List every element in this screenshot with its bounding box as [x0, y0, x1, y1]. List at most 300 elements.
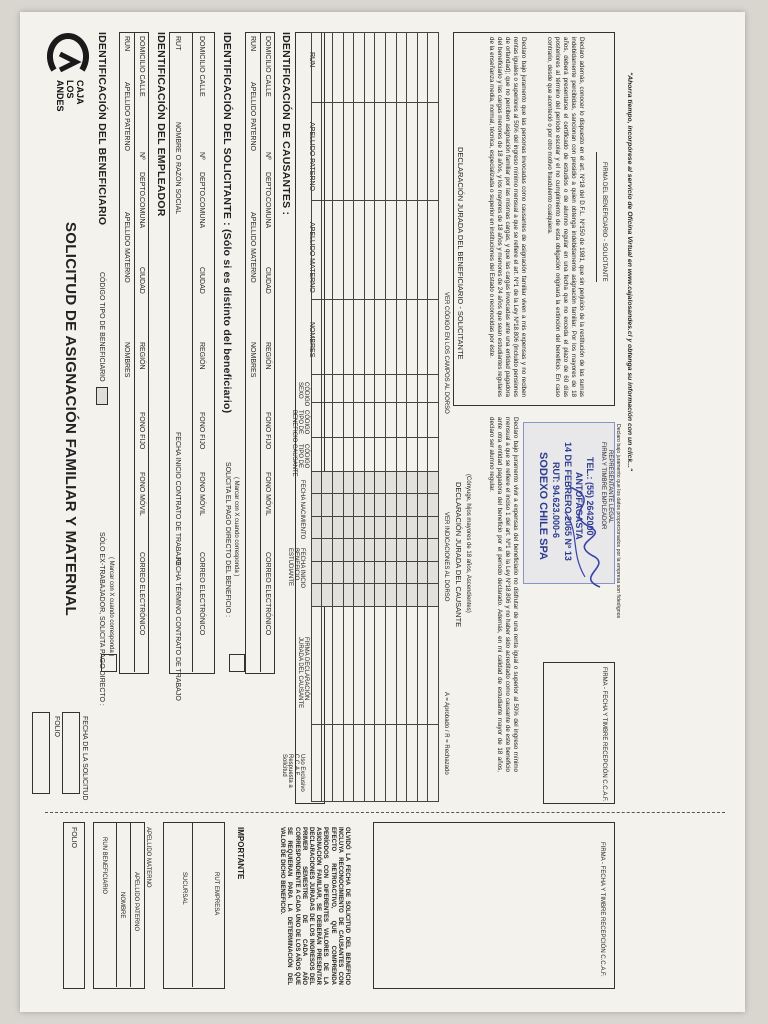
causante-cell[interactable]: [375, 584, 386, 607]
causante-cell[interactable]: [396, 102, 407, 201]
causante-cell[interactable]: [364, 539, 375, 562]
causante-cell[interactable]: [428, 102, 439, 201]
sol-apellido-paterno: APELLIDO PATERNO: [249, 82, 256, 151]
ben-domicilio: DOMICILIO CALLE: [138, 36, 145, 97]
stamp-sig1: FIRMA Y TIMBRE EMPLEADOR: [600, 442, 606, 530]
sol-numero: Nº: [264, 152, 271, 160]
ben-fono-movil: FONO MÓVIL: [138, 472, 145, 516]
causante-cell[interactable]: [311, 516, 322, 539]
causante-cell[interactable]: [354, 606, 365, 725]
causante-cell[interactable]: [333, 374, 344, 402]
causante-cell[interactable]: [375, 516, 386, 539]
causante-cell[interactable]: [322, 33, 333, 103]
causante-cell[interactable]: [396, 201, 407, 300]
sol-correo: CORREO ELECTRÓNICO: [264, 552, 271, 636]
causante-cell[interactable]: [375, 471, 386, 494]
causante-cell[interactable]: [417, 725, 428, 802]
stamp-line5: TEL.: (55) 2642000: [585, 457, 595, 536]
causante-cell[interactable]: [407, 374, 418, 402]
caja-los-andes-logo-icon: [46, 32, 90, 78]
causante-cell[interactable]: [364, 300, 375, 374]
causante-cell[interactable]: [322, 584, 333, 607]
causante-cell[interactable]: [333, 33, 344, 103]
causante-cell[interactable]: [386, 561, 397, 584]
causante-cell[interactable]: [364, 584, 375, 607]
emp-comuna: COMUNA: [198, 197, 205, 229]
ben-apellido-materno: APELLIDO MATERNO: [123, 212, 130, 283]
causante-cell[interactable]: [354, 539, 365, 562]
causante-cell[interactable]: [343, 725, 354, 802]
emp-domicilio: DOMICILIO CALLE: [198, 36, 205, 97]
sol-nombres: NOMBRES: [249, 342, 256, 378]
causante-cell[interactable]: [354, 403, 365, 437]
causante-cell[interactable]: [428, 33, 439, 103]
causante-cell[interactable]: [364, 33, 375, 103]
causante-cell[interactable]: [354, 725, 365, 802]
cau-nombres-col: NOMBRES: [308, 322, 315, 358]
causante-cell[interactable]: [417, 494, 428, 517]
causante-cell[interactable]: [311, 33, 322, 103]
talon-recepcion-box: [373, 822, 615, 989]
sol-apellido-materno: APELLIDO MATERNO: [249, 212, 256, 283]
causante-cell[interactable]: [386, 33, 397, 103]
causante-cell[interactable]: [428, 471, 439, 494]
causante-row[interactable]: [375, 33, 386, 802]
causante-cell[interactable]: [333, 471, 344, 494]
causante-cell[interactable]: [407, 102, 418, 201]
causante-cell[interactable]: [354, 300, 365, 374]
causante-cell[interactable]: [375, 725, 386, 802]
causante-row[interactable]: [396, 33, 407, 802]
causante-cell[interactable]: [354, 516, 365, 539]
declaracion-beneficiario-p2: Declaro además, conocer lo dispuesto en el art. Nº18 del D.F.L. Nº150 de 1981, que sin perjuicio de la restitución de las sumas indebidamente percibidas, sancionan con presidio a quien obtenga indebidamente asignación familiar. Por los mayores de 18 años, deberá presentarse el certificado de estudios o de alumno regular en una fecha que no exceda el plazo de 60 días posteriores al término del período escolar y el no cumplimiento de esta obligación originará la extinción del beneficio. En caso contrario, desde que aconteció o por otro motivo fraudulento cualquiera.: [546, 37, 585, 397]
causante-cell[interactable]: [417, 374, 428, 402]
ben-numero: Nº: [138, 152, 145, 160]
causante-row[interactable]: [322, 33, 333, 802]
brand-name: [55, 80, 85, 112]
causante-cell[interactable]: [375, 561, 386, 584]
causante-cell[interactable]: [343, 102, 354, 201]
causante-cell[interactable]: [407, 561, 418, 584]
causante-cell[interactable]: [322, 300, 333, 374]
causante-cell[interactable]: [343, 471, 354, 494]
causante-cell[interactable]: [364, 403, 375, 437]
causante-cell[interactable]: [407, 403, 418, 437]
brand-mid: LOS: [65, 80, 75, 99]
pago-directo-checkbox[interactable]: [101, 654, 117, 672]
causante-cell[interactable]: [311, 300, 322, 374]
causante-cell[interactable]: [386, 471, 397, 494]
causante-cell[interactable]: [354, 471, 365, 494]
causante-cell[interactable]: [364, 471, 375, 494]
sol-run: RUN: [249, 36, 256, 52]
causante-cell[interactable]: [333, 561, 344, 584]
emp-fecha-inicio: FECHA INICIO CONTRATO DE TRABAJO: [174, 432, 181, 566]
causante-cell[interactable]: [333, 584, 344, 607]
causante-cell[interactable]: [396, 300, 407, 374]
causante-cell[interactable]: [375, 201, 386, 300]
sol-comuna: COMUNA: [264, 197, 271, 229]
emp-depto: DEPTO.: [198, 172, 205, 198]
causante-cell[interactable]: [396, 561, 407, 584]
causante-cell[interactable]: [386, 539, 397, 562]
causante-cell[interactable]: [333, 437, 344, 471]
causante-cell[interactable]: [354, 102, 365, 201]
talon-rut-empresa: RUT EMPRESA: [213, 872, 219, 916]
declaracion-causante-p1: Declaro bajo juramento vivir a expensas del beneficiario no disfrutar de una renta igual o superior al 50% del ingreso mínimo mensual a que se refiere el inciso 1 del art. Nº1 de la Ley Nº18.806 y no haber sido acreditado como causante de este beneficio ante otra entidad pagadora del beneficio por el período declarado. Además, en mi calidad de estudiante mayor de 18 años, declaro ser alumno regular.: [488, 417, 519, 772]
causante-row[interactable]: [333, 33, 344, 802]
sol-region: REGIÓN: [264, 342, 271, 370]
causante-cell[interactable]: [343, 561, 354, 584]
causante-cell[interactable]: [417, 201, 428, 300]
causante-cell[interactable]: [428, 201, 439, 300]
causante-cell[interactable]: [322, 201, 333, 300]
causante-cell[interactable]: [386, 102, 397, 201]
codigo-tipo-beneficiario-box[interactable]: [96, 387, 108, 405]
sol-ciudad: CIUDAD: [264, 267, 271, 294]
causante-cell[interactable]: [396, 725, 407, 802]
causante-cell[interactable]: [322, 516, 333, 539]
solicitante-heading: IDENTIFICACIÓN DEL SOLICITANTE : (Sólo si es distinto del beneficiario): [221, 32, 233, 414]
causante-cell[interactable]: [333, 403, 344, 437]
signature-icon: [555, 482, 615, 592]
emp-ciudad: CIUDAD: [198, 267, 205, 294]
causante-cell[interactable]: [364, 437, 375, 471]
cau-sexo-col: CÓDIGO SEXO: [297, 382, 309, 407]
causante-cell[interactable]: [311, 102, 322, 201]
causante-cell[interactable]: [343, 494, 354, 517]
emp-fono-fijo: FONO FIJO: [198, 412, 205, 450]
solicita-pago-label: SOLICITA EL PAGO DIRECTO DEL BENEFICIO :: [224, 462, 231, 618]
causante-row[interactable]: [386, 33, 397, 802]
causante-cell[interactable]: [322, 494, 333, 517]
causante-cell[interactable]: [311, 606, 322, 725]
causante-cell[interactable]: [311, 494, 322, 517]
causante-cell[interactable]: [322, 606, 333, 725]
solicita-pago-note: ( Marcar con X cuando corresponda ): [233, 477, 239, 577]
cau-run-col: RUN: [308, 52, 315, 68]
causante-cell[interactable]: [354, 584, 365, 607]
stamp-sig3: Declaro bajo juramento que los datos proporcionados por la empresa son fidedignos: [615, 424, 621, 619]
causante-cell[interactable]: [311, 561, 322, 584]
stamp-line2: RUT: 94.623.000-6: [551, 462, 561, 539]
causante-cell[interactable]: [343, 201, 354, 300]
document-page: [20, 12, 745, 1012]
causante-cell[interactable]: [343, 403, 354, 437]
causante-cell[interactable]: [354, 561, 365, 584]
causantes-heading: IDENTIFICACIÓN DE CAUSANTES :: [280, 32, 292, 216]
causante-cell[interactable]: [396, 494, 407, 517]
causante-cell[interactable]: [364, 516, 375, 539]
causante-cell[interactable]: [322, 539, 333, 562]
cau-fecha-inicio-col: FECHA INICIO BENEFICIO ESTUDIANTE: [287, 548, 305, 589]
cau-firma-col: FIRMA DECLARACIÓN JURADA DEL CAUSANTE: [297, 637, 309, 709]
causante-cell[interactable]: [417, 539, 428, 562]
causante-cell[interactable]: [375, 102, 386, 201]
causante-row[interactable]: [407, 33, 418, 802]
causante-cell[interactable]: [407, 437, 418, 471]
causante-cell[interactable]: [311, 437, 322, 471]
sol-fono-fijo: FONO FIJO: [264, 412, 271, 450]
causante-cell[interactable]: [354, 437, 365, 471]
causante-cell[interactable]: [386, 374, 397, 402]
causante-cell[interactable]: [417, 516, 428, 539]
causante-cell[interactable]: [322, 102, 333, 201]
declaracion-beneficiario-box: [453, 32, 615, 406]
declaracion-causante-heading: DECLARACIÓN JURADA DEL CAUSANTE: [454, 482, 463, 628]
marcar-note: ( Marcar con X cuando corresponda ): [108, 557, 114, 657]
causante-cell[interactable]: [311, 374, 322, 402]
causante-cell[interactable]: [386, 437, 397, 471]
causante-cell[interactable]: [333, 606, 344, 725]
causante-cell[interactable]: [428, 516, 439, 539]
cau-materno-col: APELLIDO MATERNO: [308, 222, 315, 293]
causante-cell[interactable]: [396, 539, 407, 562]
causante-cell[interactable]: [407, 584, 418, 607]
cau-paterno-col: APELLIDO PATERNO: [308, 122, 315, 191]
causante-cell[interactable]: [311, 403, 322, 437]
empleador-heading: IDENTIFICACIÓN DEL EMPLEADOR: [155, 32, 167, 217]
causante-cell[interactable]: [386, 494, 397, 517]
ben-run: RUN: [123, 36, 130, 52]
causante-cell[interactable]: [375, 606, 386, 725]
causante-cell[interactable]: [322, 561, 333, 584]
brand-top: CAJA: [75, 80, 85, 105]
causante-cell[interactable]: [311, 725, 322, 802]
causantes-note-left: VER CÓDIGO EN LOS CAMPOS AL DORSO: [443, 292, 449, 414]
folio-label: FOLIO: [53, 716, 60, 738]
causante-cell[interactable]: [407, 516, 418, 539]
causante-cell[interactable]: [364, 494, 375, 517]
causante-cell[interactable]: [375, 494, 386, 517]
causante-cell[interactable]: [311, 584, 322, 607]
causante-cell[interactable]: [386, 584, 397, 607]
cut-line: [45, 812, 725, 813]
causante-cell[interactable]: [428, 437, 439, 471]
causante-cell[interactable]: [428, 725, 439, 802]
causante-cell[interactable]: [311, 471, 322, 494]
causante-cell[interactable]: [311, 201, 322, 300]
causante-cell[interactable]: [322, 471, 333, 494]
solicita-pago-checkbox[interactable]: [229, 654, 245, 672]
talon-sucursal: SUCURSAL: [181, 872, 187, 905]
cau-fecha-nac-col: FECHA NACIMIENTO: [299, 480, 305, 540]
causante-cell[interactable]: [428, 539, 439, 562]
declaracion-causante-sub: (Cónyuge, hijos mayores de 18 años, Ascendientes): [465, 474, 471, 613]
causante-cell[interactable]: [322, 374, 333, 402]
causante-cell[interactable]: [407, 725, 418, 802]
causante-cell[interactable]: [364, 561, 375, 584]
causante-cell[interactable]: [364, 374, 375, 402]
causante-cell[interactable]: [343, 33, 354, 103]
talon-paterno: APELLIDO PATERNO: [133, 872, 139, 932]
causante-cell[interactable]: [386, 201, 397, 300]
causante-cell[interactable]: [333, 725, 344, 802]
causante-cell[interactable]: [428, 403, 439, 437]
emp-region: REGIÓN: [198, 342, 205, 370]
causante-cell[interactable]: [396, 437, 407, 471]
causante-cell[interactable]: [417, 33, 428, 103]
causante-cell[interactable]: [396, 471, 407, 494]
firma-beneficiario-label: FIRMA DEL BENEFICIARIO - SOLICITANTE: [601, 162, 607, 282]
causante-cell[interactable]: [417, 606, 428, 725]
causante-cell[interactable]: [407, 539, 418, 562]
causante-cell[interactable]: [417, 584, 428, 607]
causante-cell[interactable]: [428, 561, 439, 584]
causante-cell[interactable]: [375, 374, 386, 402]
causante-cell[interactable]: [354, 374, 365, 402]
causante-cell[interactable]: [407, 201, 418, 300]
causante-cell[interactable]: [375, 539, 386, 562]
emp-correo: CORREO ELECTRÓNICO: [198, 552, 205, 636]
causante-cell[interactable]: [386, 516, 397, 539]
causante-cell[interactable]: [375, 437, 386, 471]
causante-cell[interactable]: [407, 494, 418, 517]
causante-cell[interactable]: [333, 539, 344, 562]
brand-bottom: ANDES: [55, 80, 65, 112]
talon-importante-text: OLVIDÓ LA FECHA DE SOLICITUD DEL BENEFICIO INCLUYA RECONOCIMIENTO DE CAUSANTES CON EFECTO RETROACTIVO, QUE COMPRENDA PERÍODOS CON DIFERENTES VALORES DE LA ASIGNACIÓN FAMILIAR, SE DEBERÁN PRESENTAR DECLARACIONES JURADAS DE LOS INGRESOS DEL PRIMER SEMESTRE DE CADA AÑO CORRESPONDIENTE A CADA UNO DE LOS AÑOS QUE SE REQUIERAN PARA LA DETERMINACIÓN DEL VALOR DE DICHO BENEFICIO.: [279, 827, 350, 985]
cau-uso-exclusivo-col: Uso Exclusivo C.C.A.F. Respuesta a Solicitud: [281, 754, 305, 792]
page-title: SOLICITUD DE ASIGNACIÓN FAMILIAR Y MATERNAL: [62, 222, 79, 617]
cau-tipo-beneficio-col: CÓDIGO TIPO DE BENEFICIO: [291, 410, 309, 443]
ben-depto: DEPTO.: [138, 172, 145, 198]
causante-cell[interactable]: [428, 494, 439, 517]
causante-cell[interactable]: [407, 471, 418, 494]
causantes-note-right: A = Aprobado / R = Rechazado: [443, 692, 449, 775]
causante-cell[interactable]: [343, 437, 354, 471]
ben-fono-fijo: FONO FIJO: [138, 412, 145, 450]
footer-note: "Ahorra tiempo, incorpórese al servicio de Oficina Virtual en www.cajalosandes.cl y obtenga su información con un click...": [626, 72, 633, 472]
causante-cell[interactable]: [333, 201, 344, 300]
causante-cell[interactable]: [396, 584, 407, 607]
causante-cell[interactable]: [333, 102, 344, 201]
causante-cell[interactable]: [322, 725, 333, 802]
causante-cell[interactable]: [333, 300, 344, 374]
ben-comuna: COMUNA: [138, 197, 145, 229]
causante-cell[interactable]: [364, 102, 375, 201]
causante-cell[interactable]: [386, 725, 397, 802]
talon-run-label: RUN BENEFICIARIO: [101, 837, 107, 895]
causante-cell[interactable]: [417, 102, 428, 201]
causante-cell[interactable]: [428, 300, 439, 374]
causante-cell[interactable]: [396, 374, 407, 402]
causante-cell[interactable]: [428, 374, 439, 402]
stamp-line3: 14 DE FEBRERO 2065 Nº 13: [563, 442, 573, 561]
codigo-tipo-beneficiario-label: CÓDIGO TIPO DE BENEFICIARIO: [98, 272, 105, 382]
causante-cell[interactable]: [333, 494, 344, 517]
causante-row[interactable]: [354, 33, 365, 802]
talon-materno: APELLIDO MATERNO: [145, 827, 151, 888]
declaracion-beneficiario-heading: DECLARACIÓN JURADA DEL BENEFICIARIO - SOLICITANTE: [456, 147, 465, 360]
sol-depto: DEPTO.: [264, 172, 271, 198]
causante-cell[interactable]: [343, 374, 354, 402]
causante-cell[interactable]: [354, 201, 365, 300]
causante-cell[interactable]: [322, 437, 333, 471]
causante-cell[interactable]: [364, 725, 375, 802]
causantes-grid[interactable]: [311, 32, 439, 802]
causante-cell[interactable]: [322, 403, 333, 437]
causante-cell[interactable]: [354, 33, 365, 103]
declaracion-beneficiario-p1: Declaro bajo juramento que las personas invocadas como causantes de asignación familiar viven a mis expensas y no reciben rentas iguales o superiores al 50% del ingreso mínimo mensual a que se refiere el art. Nº1 de la Ley Nº18.806 (incluido pensiones de orfandad); que no perciben asignación familiar por las mismas cargas, y que las cargas invocadas ante una entidad pagadora del beneficiario y las cargas menores de 18 años, y los mayores de 18 años y menores de 24 años que sean estudiantes regulares de la enseñanza media, normal, técnica, especializada o superior en instituciones del Estado o reconocidas por éste.: [488, 37, 527, 397]
stamp-line4: ANTOFAGASTA: [574, 472, 584, 540]
ben-nombres: NOMBRES: [123, 342, 130, 378]
causante-cell[interactable]: [343, 300, 354, 374]
emp-numero: Nº: [198, 152, 205, 160]
talon-nombre: NOMBRE: [119, 892, 125, 919]
ben-region: REGIÓN: [138, 342, 145, 370]
causante-cell[interactable]: [396, 403, 407, 437]
cau-tipo-causante-col: CÓDIGO TIPO DE CAUSANTE: [291, 444, 309, 477]
causante-cell[interactable]: [386, 606, 397, 725]
solo-ex-trabajador-label: SÓLO EX-TRABAJADOR, SOLICITA PAGO DIRECTO :: [98, 532, 105, 706]
causante-cell[interactable]: [407, 33, 418, 103]
talon-importante-title: IMPORTANTE: [236, 827, 245, 880]
causante-cell[interactable]: [375, 33, 386, 103]
causante-row[interactable]: [311, 33, 322, 802]
sol-domicilio: DOMICILIO CALLE: [264, 36, 271, 97]
causante-row[interactable]: [417, 33, 428, 802]
causante-cell[interactable]: [364, 201, 375, 300]
causante-cell[interactable]: [364, 606, 375, 725]
stamp-line1: SODEXO CHILE SPA: [537, 452, 549, 560]
causante-cell[interactable]: [407, 300, 418, 374]
sol-fono-movil: FONO MÓVIL: [264, 472, 271, 516]
talon-folio: FOLIO: [70, 827, 77, 849]
causante-row[interactable]: [364, 33, 375, 802]
emp-rut: RUT: [174, 36, 181, 51]
causante-cell[interactable]: [417, 471, 428, 494]
fecha-solicitud-box[interactable]: [62, 712, 80, 794]
form-sheet: [30, 12, 745, 1002]
beneficiario-heading: IDENTIFICACIÓN DEL BENEFICIARIO: [96, 32, 108, 226]
fecha-solicitud-label: FECHA DE LA SOLICITUD: [81, 716, 88, 801]
causante-cell[interactable]: [311, 539, 322, 562]
causante-cell[interactable]: [333, 516, 344, 539]
recepcion-label: FIRMA - FECHA Y TIMBRE RECEPCIÓN C.C.A.F.: [601, 667, 607, 802]
causante-cell[interactable]: [417, 437, 428, 471]
causante-cell[interactable]: [396, 33, 407, 103]
folio-box[interactable]: [32, 712, 50, 794]
emp-fono-movil: FONO MÓVIL: [198, 472, 205, 516]
causante-cell[interactable]: [354, 494, 365, 517]
causante-cell[interactable]: [375, 403, 386, 437]
causante-row[interactable]: [343, 33, 354, 802]
causante-cell[interactable]: [428, 584, 439, 607]
causante-cell[interactable]: [407, 606, 418, 725]
causante-cell[interactable]: [386, 300, 397, 374]
emp-fecha-termino: FECHA TÉRMINO CONTRATO DE TRABAJO: [174, 557, 181, 701]
ben-ciudad: CIUDAD: [138, 267, 145, 294]
ben-correo: CORREO ELECTRÓNICO: [138, 552, 145, 636]
causante-cell[interactable]: [396, 606, 407, 725]
causante-cell[interactable]: [375, 300, 386, 374]
stamp-sig2: REPRESENTANTE LEGAL: [607, 450, 613, 524]
ben-apellido-paterno: APELLIDO PATERNO: [123, 82, 130, 151]
causante-cell[interactable]: [417, 300, 428, 374]
causante-cell[interactable]: [428, 606, 439, 725]
causante-cell[interactable]: [343, 539, 354, 562]
causantes-note-mid: VER INDICACIONES AL DORSO: [443, 512, 449, 602]
causante-cell[interactable]: [417, 561, 428, 584]
causante-cell[interactable]: [343, 606, 354, 725]
causante-cell[interactable]: [343, 516, 354, 539]
causante-cell[interactable]: [417, 403, 428, 437]
talon-firma: FIRMA - FECHA Y TIMBRE RECEPCIÓN C.C.A.F.: [599, 842, 605, 977]
causante-cell[interactable]: [396, 516, 407, 539]
causante-cell[interactable]: [386, 403, 397, 437]
causante-row[interactable]: [428, 33, 439, 802]
causante-cell[interactable]: [343, 584, 354, 607]
